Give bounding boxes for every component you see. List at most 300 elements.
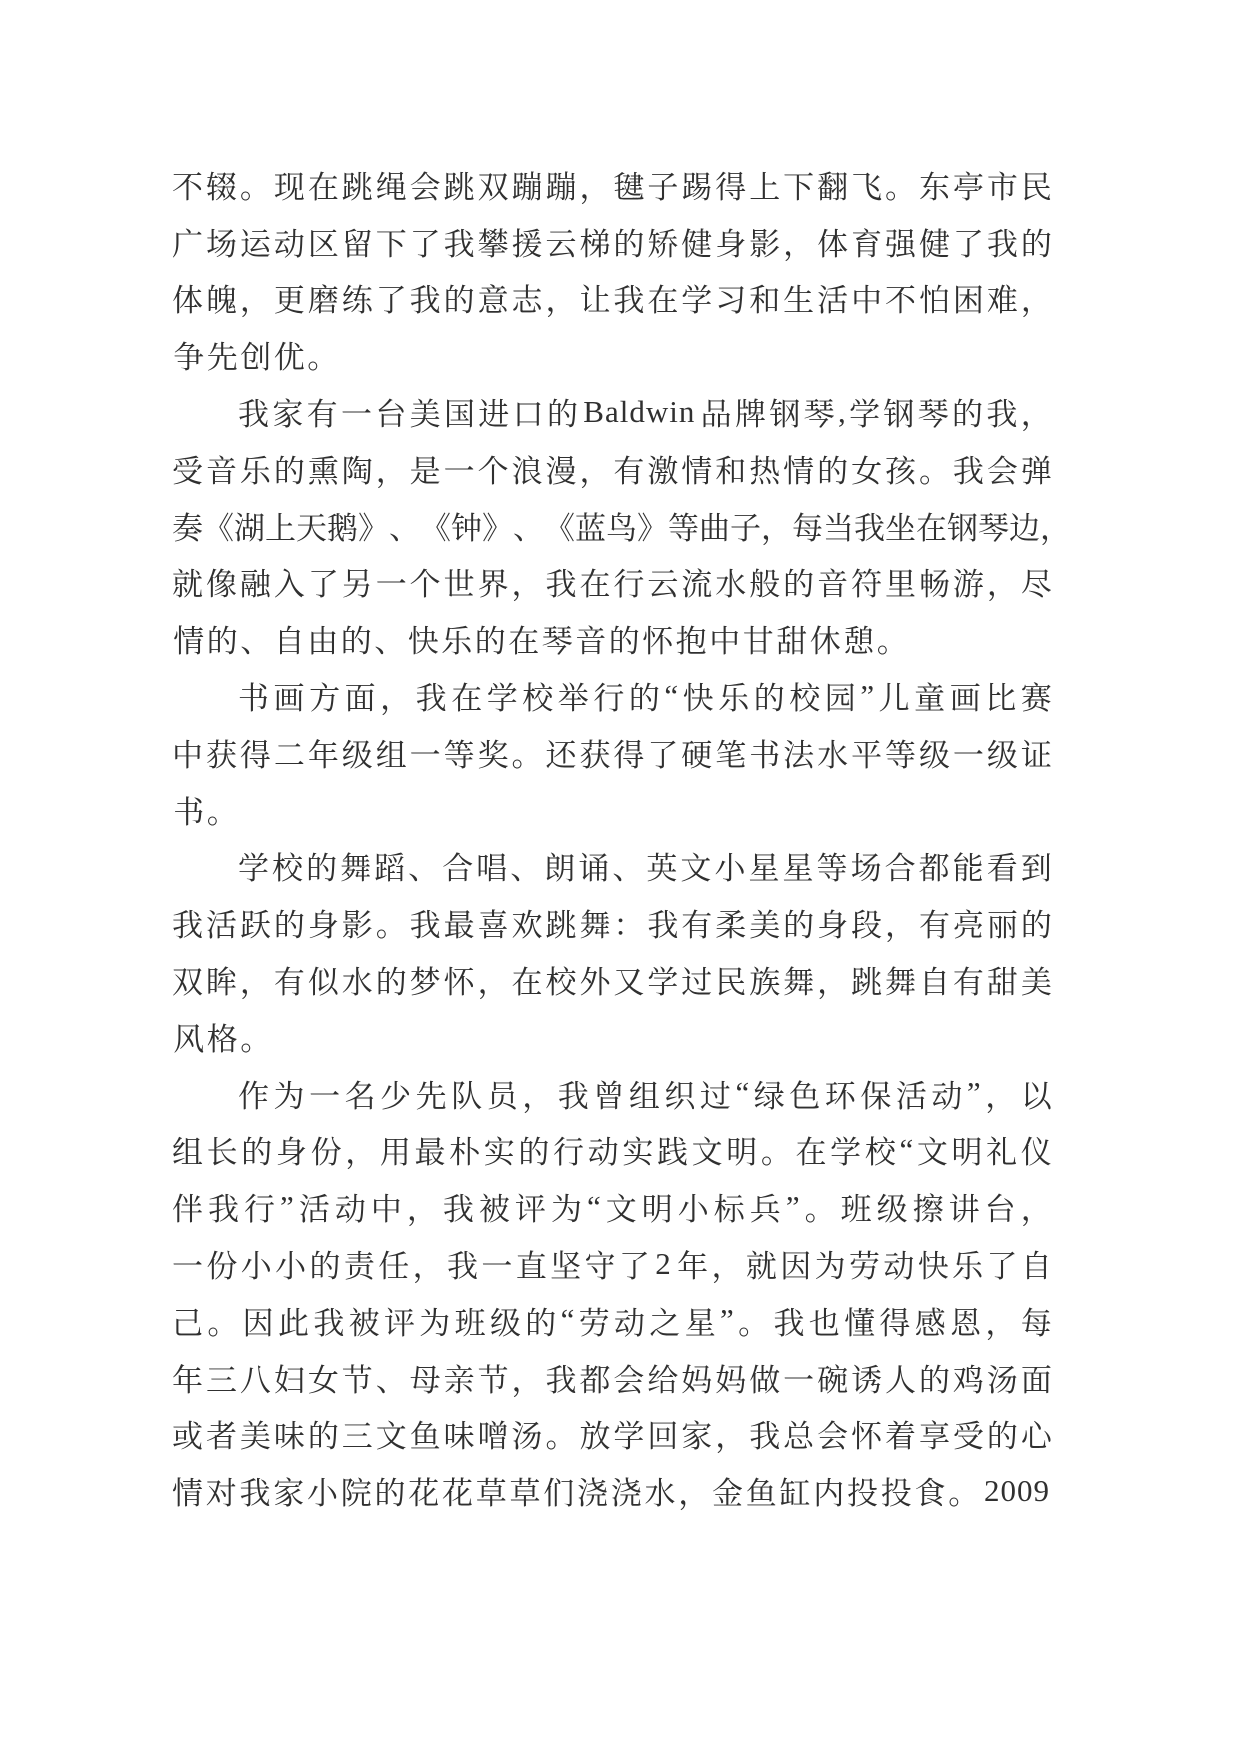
cjk-char: ： bbox=[613, 908, 645, 944]
cjk-char: 学 bbox=[238, 851, 269, 887]
cjk-char: 内 bbox=[813, 1476, 845, 1512]
cjk-char: 给 bbox=[647, 1362, 679, 1398]
cjk-char: 琴 bbox=[541, 624, 573, 660]
cjk-char: 舞 bbox=[340, 851, 372, 887]
cjk-char: 动 bbox=[883, 1249, 915, 1285]
cjk-char: 得 bbox=[879, 1305, 911, 1341]
cjk-char: 还 bbox=[545, 737, 577, 773]
cjk-char: 文 bbox=[605, 1192, 637, 1228]
cjk-char: 飞 bbox=[851, 169, 883, 205]
text-line bbox=[172, 1235, 1052, 1292]
cjk-char: 我 bbox=[239, 1476, 271, 1512]
cjk-char: 美 bbox=[749, 908, 781, 944]
cjk-char: 任 bbox=[378, 1249, 410, 1285]
text-line bbox=[172, 1462, 1052, 1519]
cjk-char: 。 bbox=[307, 340, 339, 376]
cjk-char: 似 bbox=[307, 965, 339, 1001]
cjk-char: 难 bbox=[986, 283, 1018, 319]
cjk-char: 守 bbox=[584, 1249, 616, 1285]
cjk-char: 符 bbox=[851, 567, 883, 603]
cjk-char: 笔 bbox=[715, 737, 747, 773]
cjk-char: 评 bbox=[514, 1192, 546, 1228]
cjk-char: 是 bbox=[409, 453, 441, 489]
cjk-char: 有 bbox=[613, 453, 645, 489]
cjk-char: 憩 bbox=[843, 624, 875, 660]
cjk-char: 一 bbox=[443, 453, 475, 489]
cjk-char: 影 bbox=[749, 226, 781, 262]
cjk-char: 面 bbox=[1020, 1362, 1052, 1398]
cjk-char: 队 bbox=[451, 1078, 483, 1114]
cjk-char: 以 bbox=[1020, 1078, 1052, 1114]
cjk-char: 身 bbox=[715, 226, 747, 262]
cjk-char: ” bbox=[720, 1302, 734, 1338]
cjk-char: 得 bbox=[239, 737, 271, 773]
cjk-char: 的 bbox=[546, 397, 578, 433]
cjk-char: 中 bbox=[709, 624, 741, 660]
cjk-char: 一 bbox=[340, 397, 372, 433]
cjk-char: 品 bbox=[700, 397, 732, 433]
cjk-char: 之 bbox=[649, 1305, 681, 1341]
cjk-char: 的 bbox=[783, 567, 815, 603]
cjk-char: 进 bbox=[478, 397, 510, 433]
cjk-char: 班 bbox=[840, 1192, 872, 1228]
cjk-char: 讲 bbox=[948, 1192, 980, 1228]
cjk-char: 妈 bbox=[681, 1362, 713, 1398]
cjk-char: 行 bbox=[613, 567, 645, 603]
cjk-char: 尽 bbox=[1020, 567, 1052, 603]
cjk-char: 面 bbox=[344, 681, 376, 717]
cjk-char: 自 bbox=[273, 624, 305, 660]
cjk-char: 级 bbox=[489, 1305, 521, 1341]
cjk-char: 在 bbox=[647, 283, 679, 319]
cjk-char: “ bbox=[899, 1131, 914, 1167]
cjk-char: 毽 bbox=[613, 169, 645, 205]
cjk-char: 星 bbox=[782, 851, 814, 887]
cjk-char: ， bbox=[986, 567, 1018, 603]
cjk-char: 有 bbox=[952, 965, 984, 1001]
cjk-char: 我 bbox=[238, 397, 269, 433]
cjk-char: 坚 bbox=[550, 1249, 582, 1285]
cjk-char: 志 bbox=[511, 283, 543, 319]
cjk-char: 八 bbox=[239, 1362, 271, 1398]
cjk-char: 等 bbox=[668, 510, 699, 546]
cjk-char: 方 bbox=[309, 681, 341, 717]
cjk-char: 的 bbox=[307, 1419, 339, 1455]
cjk-char: 我 bbox=[986, 226, 1018, 262]
cjk-char: 朗 bbox=[544, 851, 576, 887]
cjk-char: ， bbox=[477, 965, 509, 1001]
cjk-char: 的 bbox=[273, 453, 305, 489]
cjk-char: 擦 bbox=[912, 1192, 944, 1228]
cjk-char: 争 bbox=[173, 340, 205, 376]
cjk-char: 的 bbox=[608, 624, 640, 660]
cjk-char: 乐 bbox=[239, 453, 271, 489]
cjk-char: 过 bbox=[681, 965, 713, 1001]
cjk-char: 》 bbox=[482, 510, 513, 546]
cjk-char: 文 bbox=[691, 1135, 723, 1171]
cjk-char: 自 bbox=[1020, 1249, 1052, 1285]
cjk-char: ， bbox=[375, 453, 407, 489]
cjk-char: 文 bbox=[916, 1135, 948, 1171]
cjk-char: 援 bbox=[511, 226, 543, 262]
cjk-char: 校 bbox=[522, 681, 554, 717]
cjk-char: 班 bbox=[454, 1305, 486, 1341]
text-line bbox=[172, 1292, 1052, 1349]
text-line bbox=[172, 156, 1052, 213]
cjk-char: 有 bbox=[918, 908, 950, 944]
cjk-char: 国 bbox=[443, 397, 475, 433]
cjk-char: 跃 bbox=[239, 908, 271, 944]
cjk-char: 舞 bbox=[885, 965, 917, 1001]
cjk-char: 级 bbox=[341, 737, 373, 773]
text-line bbox=[172, 270, 1052, 327]
cjk-char: 场 bbox=[205, 226, 237, 262]
cjk-char: 书 bbox=[749, 737, 781, 773]
cjk-char: 组 bbox=[172, 1135, 203, 1171]
cjk-char: 怕 bbox=[918, 283, 950, 319]
cjk-char: 花 bbox=[442, 1476, 473, 1512]
cjk-char: 级 bbox=[986, 737, 1018, 773]
cjk-char: ， bbox=[380, 681, 412, 717]
cjk-char: 、 bbox=[389, 510, 420, 546]
cjk-char: 活 bbox=[298, 1192, 330, 1228]
cjk-char: 会 bbox=[613, 1362, 645, 1398]
cjk-char: 会 bbox=[817, 1419, 849, 1455]
cjk-char: 水 bbox=[715, 567, 747, 603]
cjk-char: 生 bbox=[783, 283, 815, 319]
text-line bbox=[172, 724, 1052, 781]
cjk-char: 。 bbox=[885, 169, 917, 205]
cjk-char: 》 bbox=[358, 510, 389, 546]
cjk-char: 意 bbox=[477, 283, 509, 319]
cjk-char: 的 bbox=[817, 453, 849, 489]
cjk-char: 甘 bbox=[742, 624, 774, 660]
cjk-char: 市 bbox=[986, 169, 1018, 205]
text-line bbox=[172, 1406, 1052, 1463]
cjk-char: 学 bbox=[681, 283, 713, 319]
cjk-char: 懂 bbox=[844, 1305, 876, 1341]
cjk-char: 小 bbox=[275, 1249, 307, 1285]
cjk-char: 校 bbox=[864, 1135, 896, 1171]
cjk-char: 舞 bbox=[783, 965, 815, 1001]
cjk-char: 鱼 bbox=[745, 1476, 777, 1512]
cjk-char: 动 bbox=[587, 1135, 619, 1171]
text-line bbox=[172, 1178, 1052, 1235]
cjk-char: 最 bbox=[443, 908, 475, 944]
cjk-char: 践 bbox=[656, 1135, 688, 1171]
cjk-char: 我 bbox=[415, 681, 447, 717]
cjk-char: 又 bbox=[613, 965, 645, 1001]
text-line bbox=[172, 894, 1052, 951]
cjk-char: 音 bbox=[205, 453, 237, 489]
cjk-char: 儿 bbox=[878, 681, 910, 717]
cjk-char: ， bbox=[522, 1078, 554, 1114]
cjk-char: 、 bbox=[513, 510, 544, 546]
cjk-char: 文 bbox=[375, 1419, 407, 1455]
cjk-char: 校 bbox=[545, 965, 577, 1001]
cjk-char: ， bbox=[579, 169, 611, 205]
cjk-char: 评 bbox=[383, 1305, 415, 1341]
cjk-char: 段 bbox=[851, 908, 883, 944]
cjk-char: 鸡 bbox=[952, 1362, 984, 1398]
cjk-char: “ bbox=[560, 1302, 575, 1338]
cjk-char: 噌 bbox=[477, 1419, 509, 1455]
cjk-char: ， bbox=[1020, 397, 1052, 433]
cjk-char: 等 bbox=[443, 737, 475, 773]
cjk-char: 花 bbox=[408, 1476, 440, 1512]
cjk-char: 级 bbox=[876, 1192, 908, 1228]
cjk-char: 实 bbox=[622, 1135, 654, 1171]
text-line bbox=[172, 781, 1052, 838]
cjk-char: 了 bbox=[409, 226, 441, 262]
cjk-char: 过 bbox=[699, 1078, 731, 1114]
cjk-char: 织 bbox=[664, 1078, 696, 1114]
cjk-char: 练 bbox=[341, 283, 373, 319]
cjk-char: 食 bbox=[914, 1476, 946, 1512]
cjk-char: 台 bbox=[984, 1192, 1016, 1228]
cjk-char: 平 bbox=[851, 737, 883, 773]
cjk-char: 。 bbox=[207, 1305, 239, 1341]
cjk-char: 硬 bbox=[681, 737, 713, 773]
cjk-char: , bbox=[837, 393, 846, 429]
cjk-char: 作 bbox=[238, 1078, 269, 1114]
cjk-char: 员 bbox=[486, 1078, 518, 1114]
cjk-char: 草 bbox=[475, 1476, 507, 1512]
cjk-char: 我 bbox=[613, 283, 645, 319]
cjk-char: 心 bbox=[1020, 1419, 1052, 1455]
cjk-char: 的 bbox=[374, 1476, 406, 1512]
cjk-char: 唱 bbox=[476, 851, 508, 887]
cjk-char: 亲 bbox=[443, 1362, 475, 1398]
cjk-char: 碗 bbox=[817, 1362, 849, 1398]
cjk-char: 伴 bbox=[172, 1192, 203, 1228]
cjk-char: 合 bbox=[884, 851, 916, 887]
latin-word: 2009 bbox=[984, 1472, 1050, 1508]
cjk-char: 快 bbox=[407, 624, 439, 660]
cjk-char: 身 bbox=[275, 1135, 307, 1171]
cjk-char: 蹦 bbox=[511, 169, 543, 205]
cjk-char: 乐 bbox=[718, 681, 750, 717]
cjk-char: 民 bbox=[1020, 169, 1052, 205]
cjk-char: 节 bbox=[477, 1362, 509, 1398]
cjk-char: 先 bbox=[415, 1078, 447, 1114]
text-line bbox=[172, 667, 1052, 724]
cjk-char: 健 bbox=[918, 226, 950, 262]
cjk-char: 子 bbox=[730, 510, 761, 546]
cjk-char: 汤 bbox=[511, 1419, 543, 1455]
cjk-char: 为 bbox=[273, 1078, 305, 1114]
cjk-char: 、 bbox=[510, 851, 542, 887]
cjk-char: 二 bbox=[273, 737, 305, 773]
cjk-char: 色 bbox=[789, 1078, 821, 1114]
cjk-char: 在 bbox=[795, 1135, 827, 1171]
cjk-char: 动 bbox=[614, 1305, 646, 1341]
cjk-char: 书 bbox=[238, 681, 269, 717]
cjk-char: 就 bbox=[172, 567, 203, 603]
cjk-char: 的 bbox=[306, 851, 338, 887]
cjk-char: 直 bbox=[515, 1249, 547, 1285]
cjk-char: 个 bbox=[409, 567, 441, 603]
cjk-char: 少 bbox=[380, 1078, 412, 1114]
cjk-char: 民 bbox=[715, 965, 747, 1001]
cjk-char: 我 bbox=[443, 226, 475, 262]
cjk-char: 甜 bbox=[776, 624, 808, 660]
cjk-char: 现 bbox=[273, 169, 305, 205]
cjk-char: 乐 bbox=[952, 1249, 984, 1285]
cjk-char: 。 bbox=[239, 169, 271, 205]
cjk-char: 亭 bbox=[952, 169, 984, 205]
cjk-char: 会 bbox=[409, 169, 441, 205]
cjk-char: 蹦 bbox=[545, 169, 577, 205]
cjk-char: 了 bbox=[952, 226, 984, 262]
cjk-char: 也 bbox=[808, 1305, 840, 1341]
cjk-char: 先 bbox=[206, 340, 238, 376]
cjk-char: 院 bbox=[340, 1476, 372, 1512]
cjk-char: 中 bbox=[172, 737, 203, 773]
cjk-char: 动 bbox=[931, 1078, 963, 1114]
cjk-char: 育 bbox=[851, 226, 883, 262]
cjk-char: 兵 bbox=[749, 1192, 781, 1228]
cjk-char: 每 bbox=[792, 510, 823, 546]
cjk-char: 矫 bbox=[647, 226, 679, 262]
cjk-char: 水 bbox=[817, 737, 849, 773]
cjk-char: 举 bbox=[557, 681, 589, 717]
cjk-char: 畅 bbox=[918, 567, 950, 603]
cjk-char: 曲 bbox=[699, 510, 730, 546]
latin-word: 2 bbox=[655, 1245, 672, 1281]
cjk-char: 当 bbox=[823, 510, 854, 546]
cjk-char: 丽 bbox=[986, 908, 1018, 944]
cjk-char: 学 bbox=[613, 1419, 645, 1455]
cjk-char: ， bbox=[239, 965, 271, 1001]
cjk-char: 口 bbox=[512, 397, 544, 433]
cjk-char: 。 bbox=[240, 1021, 272, 1057]
cjk-char: ， bbox=[711, 1249, 743, 1285]
cjk-char: 亮 bbox=[952, 908, 984, 944]
cjk-char: 的 bbox=[206, 624, 238, 660]
cjk-char: 湖 bbox=[234, 510, 265, 546]
cjk-char: 、 bbox=[612, 851, 644, 887]
cjk-char: 琴 bbox=[978, 510, 1009, 546]
cjk-char: 梯 bbox=[579, 226, 611, 262]
cjk-char: 优 bbox=[273, 340, 305, 376]
cjk-char: 三 bbox=[341, 1419, 373, 1455]
cjk-char: 钢 bbox=[883, 397, 915, 433]
cjk-char: 个 bbox=[477, 453, 509, 489]
cjk-char: 翻 bbox=[817, 169, 849, 205]
cjk-char: ” bbox=[785, 1188, 800, 1224]
cjk-char: 我 bbox=[545, 1362, 577, 1398]
cjk-char: 会 bbox=[986, 453, 1018, 489]
cjk-char: 童 bbox=[914, 681, 946, 717]
cjk-char: 。 bbox=[760, 1135, 792, 1171]
cjk-char: 奏 bbox=[172, 510, 203, 546]
cjk-char: 双 bbox=[172, 965, 203, 1001]
cjk-char: 行 bbox=[244, 1192, 276, 1228]
cjk-char: 因 bbox=[242, 1305, 274, 1341]
cjk-char: 了 bbox=[618, 1249, 650, 1285]
cjk-char: ， bbox=[1040, 510, 1071, 546]
cjk-char: 家 bbox=[273, 1476, 305, 1512]
cjk-char: 一 bbox=[172, 1249, 203, 1285]
cjk-char: 年 bbox=[307, 737, 339, 773]
cjk-char: 。 bbox=[545, 1419, 577, 1455]
cjk-char: 受 bbox=[172, 453, 203, 489]
cjk-char: 的 bbox=[1020, 908, 1052, 944]
cjk-char: 熏 bbox=[307, 453, 339, 489]
cjk-char: 牌 bbox=[735, 397, 766, 433]
text-line bbox=[172, 326, 1052, 383]
cjk-char: 上 bbox=[265, 510, 296, 546]
cjk-char: 外 bbox=[579, 965, 611, 1001]
cjk-char: 感 bbox=[914, 1305, 946, 1341]
cjk-char: 不 bbox=[172, 169, 203, 205]
cjk-char: 甜 bbox=[986, 965, 1018, 1001]
cjk-char: 我 bbox=[749, 1419, 781, 1455]
cjk-char: “ bbox=[735, 1075, 750, 1111]
cjk-char: 活 bbox=[205, 908, 237, 944]
text-line bbox=[172, 383, 1052, 440]
cjk-char: 绿 bbox=[753, 1078, 785, 1114]
cjk-char: 能 bbox=[952, 851, 984, 887]
cjk-char: 的 bbox=[340, 624, 372, 660]
cjk-char: 、 bbox=[375, 1362, 407, 1398]
cjk-char: 边 bbox=[1009, 510, 1040, 546]
cjk-char: 由 bbox=[307, 624, 339, 660]
cjk-char: 广 bbox=[172, 226, 203, 262]
cjk-char: 。 bbox=[876, 624, 908, 660]
cjk-char: ， bbox=[678, 1476, 710, 1512]
cjk-char: 热 bbox=[749, 453, 781, 489]
cjk-char: 浇 bbox=[577, 1476, 608, 1512]
cjk-char: 小 bbox=[677, 1192, 709, 1228]
cjk-char: 怀 bbox=[443, 965, 475, 1001]
cjk-char: 就 bbox=[745, 1249, 777, 1285]
text-line bbox=[172, 1349, 1052, 1406]
cjk-char: 为 bbox=[550, 1192, 582, 1228]
cjk-char: 天 bbox=[296, 510, 327, 546]
cjk-char: 被 bbox=[478, 1192, 510, 1228]
cjk-char: 在 bbox=[307, 169, 339, 205]
cjk-char: 的 bbox=[628, 681, 660, 717]
cjk-char: 学 bbox=[830, 1135, 862, 1171]
cjk-char: 情 bbox=[173, 624, 205, 660]
cjk-char: 体 bbox=[172, 283, 203, 319]
cjk-char: 。 bbox=[206, 794, 238, 830]
cjk-char: 小 bbox=[240, 1249, 272, 1285]
cjk-char: 的 bbox=[783, 908, 815, 944]
cjk-char: 总 bbox=[783, 1419, 815, 1455]
cjk-char: ， bbox=[817, 965, 849, 1001]
cjk-char: 的 bbox=[375, 965, 407, 1001]
cjk-char: 绳 bbox=[375, 169, 407, 205]
cjk-char: ， bbox=[406, 1192, 438, 1228]
cjk-char: 的 bbox=[918, 1362, 950, 1398]
cjk-char: 上 bbox=[749, 169, 781, 205]
cjk-char: 一 bbox=[481, 1249, 513, 1285]
text-line bbox=[172, 610, 1052, 667]
cjk-char: 鸟 bbox=[606, 510, 637, 546]
cjk-char: 曾 bbox=[593, 1078, 625, 1114]
cjk-char: 游 bbox=[952, 567, 984, 603]
cjk-char: 都 bbox=[579, 1362, 611, 1398]
cjk-char: 标 bbox=[713, 1192, 745, 1228]
cjk-char: 母 bbox=[409, 1362, 441, 1398]
text-line bbox=[172, 1065, 1052, 1122]
cjk-char: 。 bbox=[918, 453, 950, 489]
text-line bbox=[172, 838, 1052, 895]
cjk-char: 中 bbox=[370, 1192, 402, 1228]
